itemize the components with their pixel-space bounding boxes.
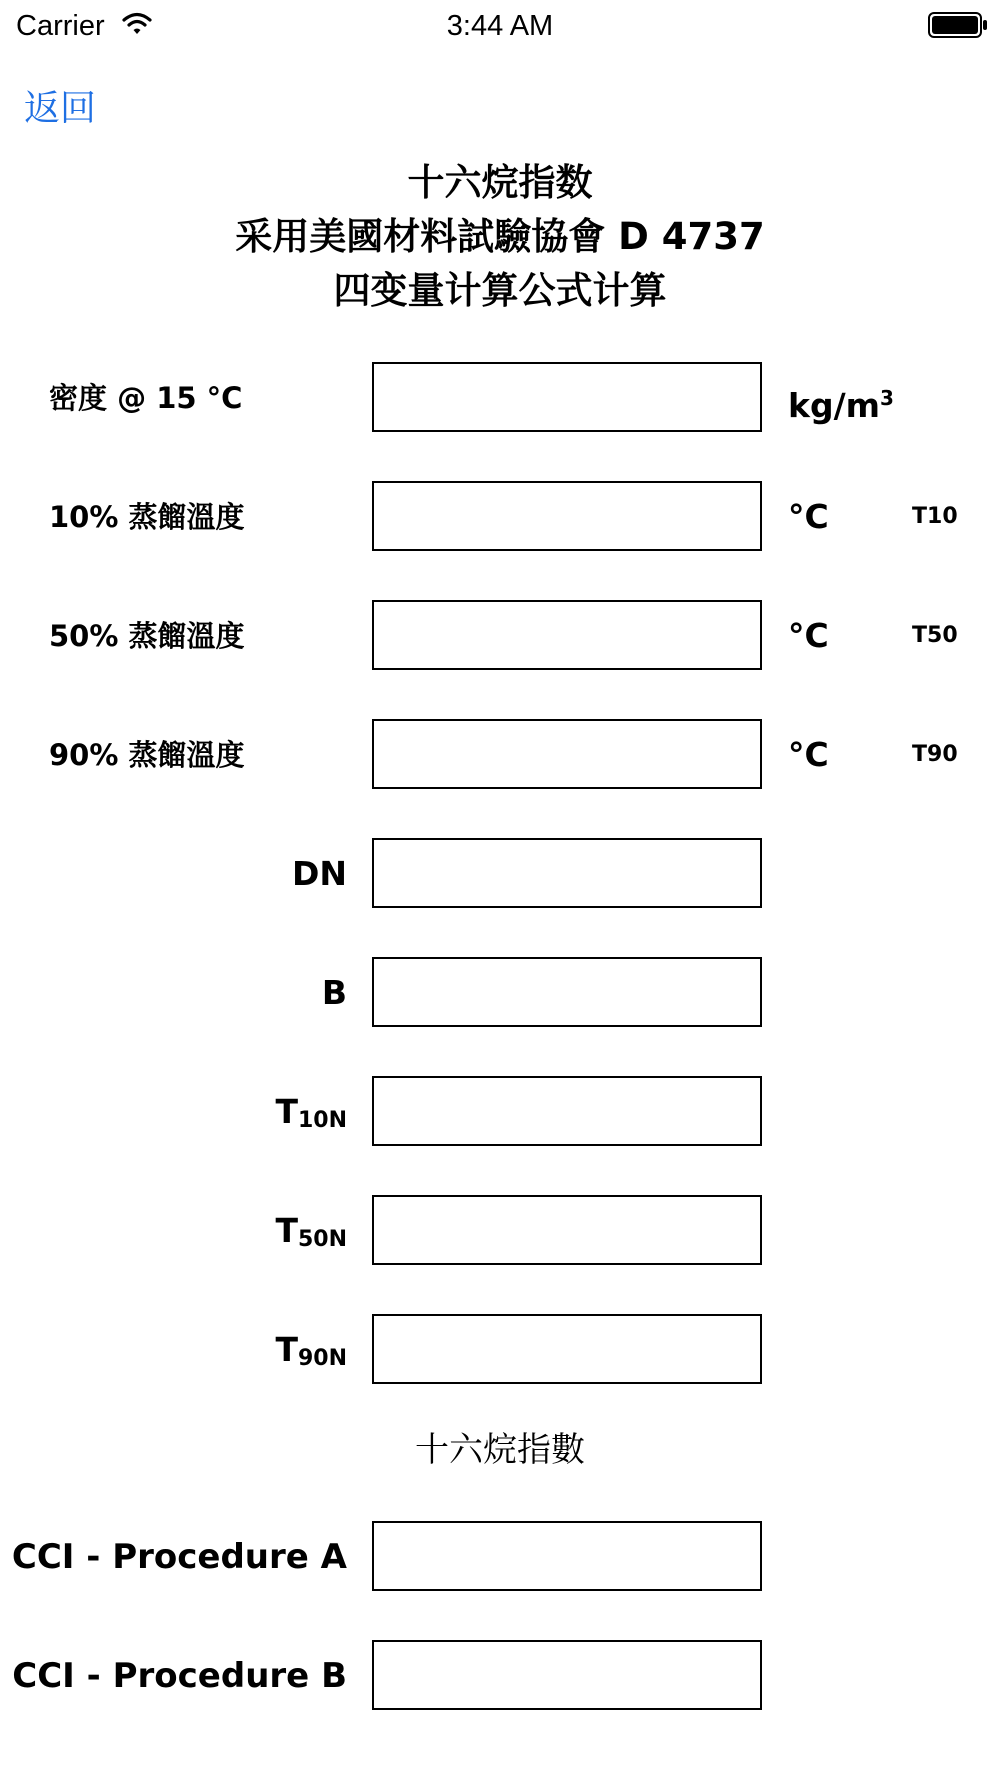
t10-input[interactable] (372, 481, 762, 551)
density-unit (788, 362, 894, 434)
results-section-title: 十六烷指數 (415, 1430, 585, 1470)
carrier-label: Carrier (16, 10, 105, 42)
t10-label: 10% 蒸餾溫度 (49, 500, 245, 534)
t90-input[interactable] (372, 719, 762, 789)
t90-unit: °C (788, 735, 829, 774)
t50n-label-subscript: 50N (297, 1227, 347, 1252)
t10n-label-main: T (275, 1092, 298, 1131)
dn-input[interactable] (372, 838, 762, 908)
t90n-label-main: T (275, 1330, 298, 1369)
t90-label: 90% 蒸餾溫度 (49, 738, 245, 772)
t50-label: 50% 蒸餾溫度 (49, 619, 245, 653)
t50n-input[interactable] (372, 1195, 762, 1265)
cci-a-label: CCI - Procedure A (11, 1537, 347, 1577)
t10n-input[interactable] (372, 1076, 762, 1146)
battery-icon (928, 12, 988, 38)
dn-label: DN (291, 854, 347, 893)
t10n-label-subscript: 10N (297, 1108, 347, 1133)
t90n-label-subscript: 90N (297, 1346, 347, 1371)
title-line-1: 十六烷指数 (407, 161, 593, 204)
density-unit-superscript: 3 (880, 386, 894, 410)
t50-input[interactable] (372, 600, 762, 670)
b-input[interactable] (372, 957, 762, 1027)
back-button[interactable]: 返回 (24, 84, 96, 134)
density-input[interactable] (372, 362, 762, 432)
title-line-3: 四变量计算公式计算 (333, 269, 667, 312)
title-line-2: 采用美國材料試驗協會 D 4737 (235, 215, 765, 258)
b-label: B (321, 973, 347, 1012)
t10n-label (275, 1076, 347, 1148)
t50n-label-main: T (275, 1211, 298, 1250)
cci-a-input[interactable] (372, 1521, 762, 1591)
t10-tag: T10 (912, 504, 958, 529)
status-time: 3:44 AM (446, 10, 554, 42)
t90n-label (275, 1314, 347, 1386)
cci-b-label: CCI - Procedure B (12, 1656, 347, 1696)
density-label: 密度 @ 15 °C (49, 381, 243, 415)
page-title (0, 156, 1000, 318)
cci-b-input[interactable] (372, 1640, 762, 1710)
t50n-label (275, 1195, 347, 1267)
density-unit-base: kg/m (788, 386, 881, 425)
t50-unit: °C (788, 616, 829, 655)
t10-unit: °C (788, 497, 829, 536)
t90n-input[interactable] (372, 1314, 762, 1384)
t50-tag: T50 (912, 623, 958, 648)
t90-tag: T90 (912, 742, 958, 767)
